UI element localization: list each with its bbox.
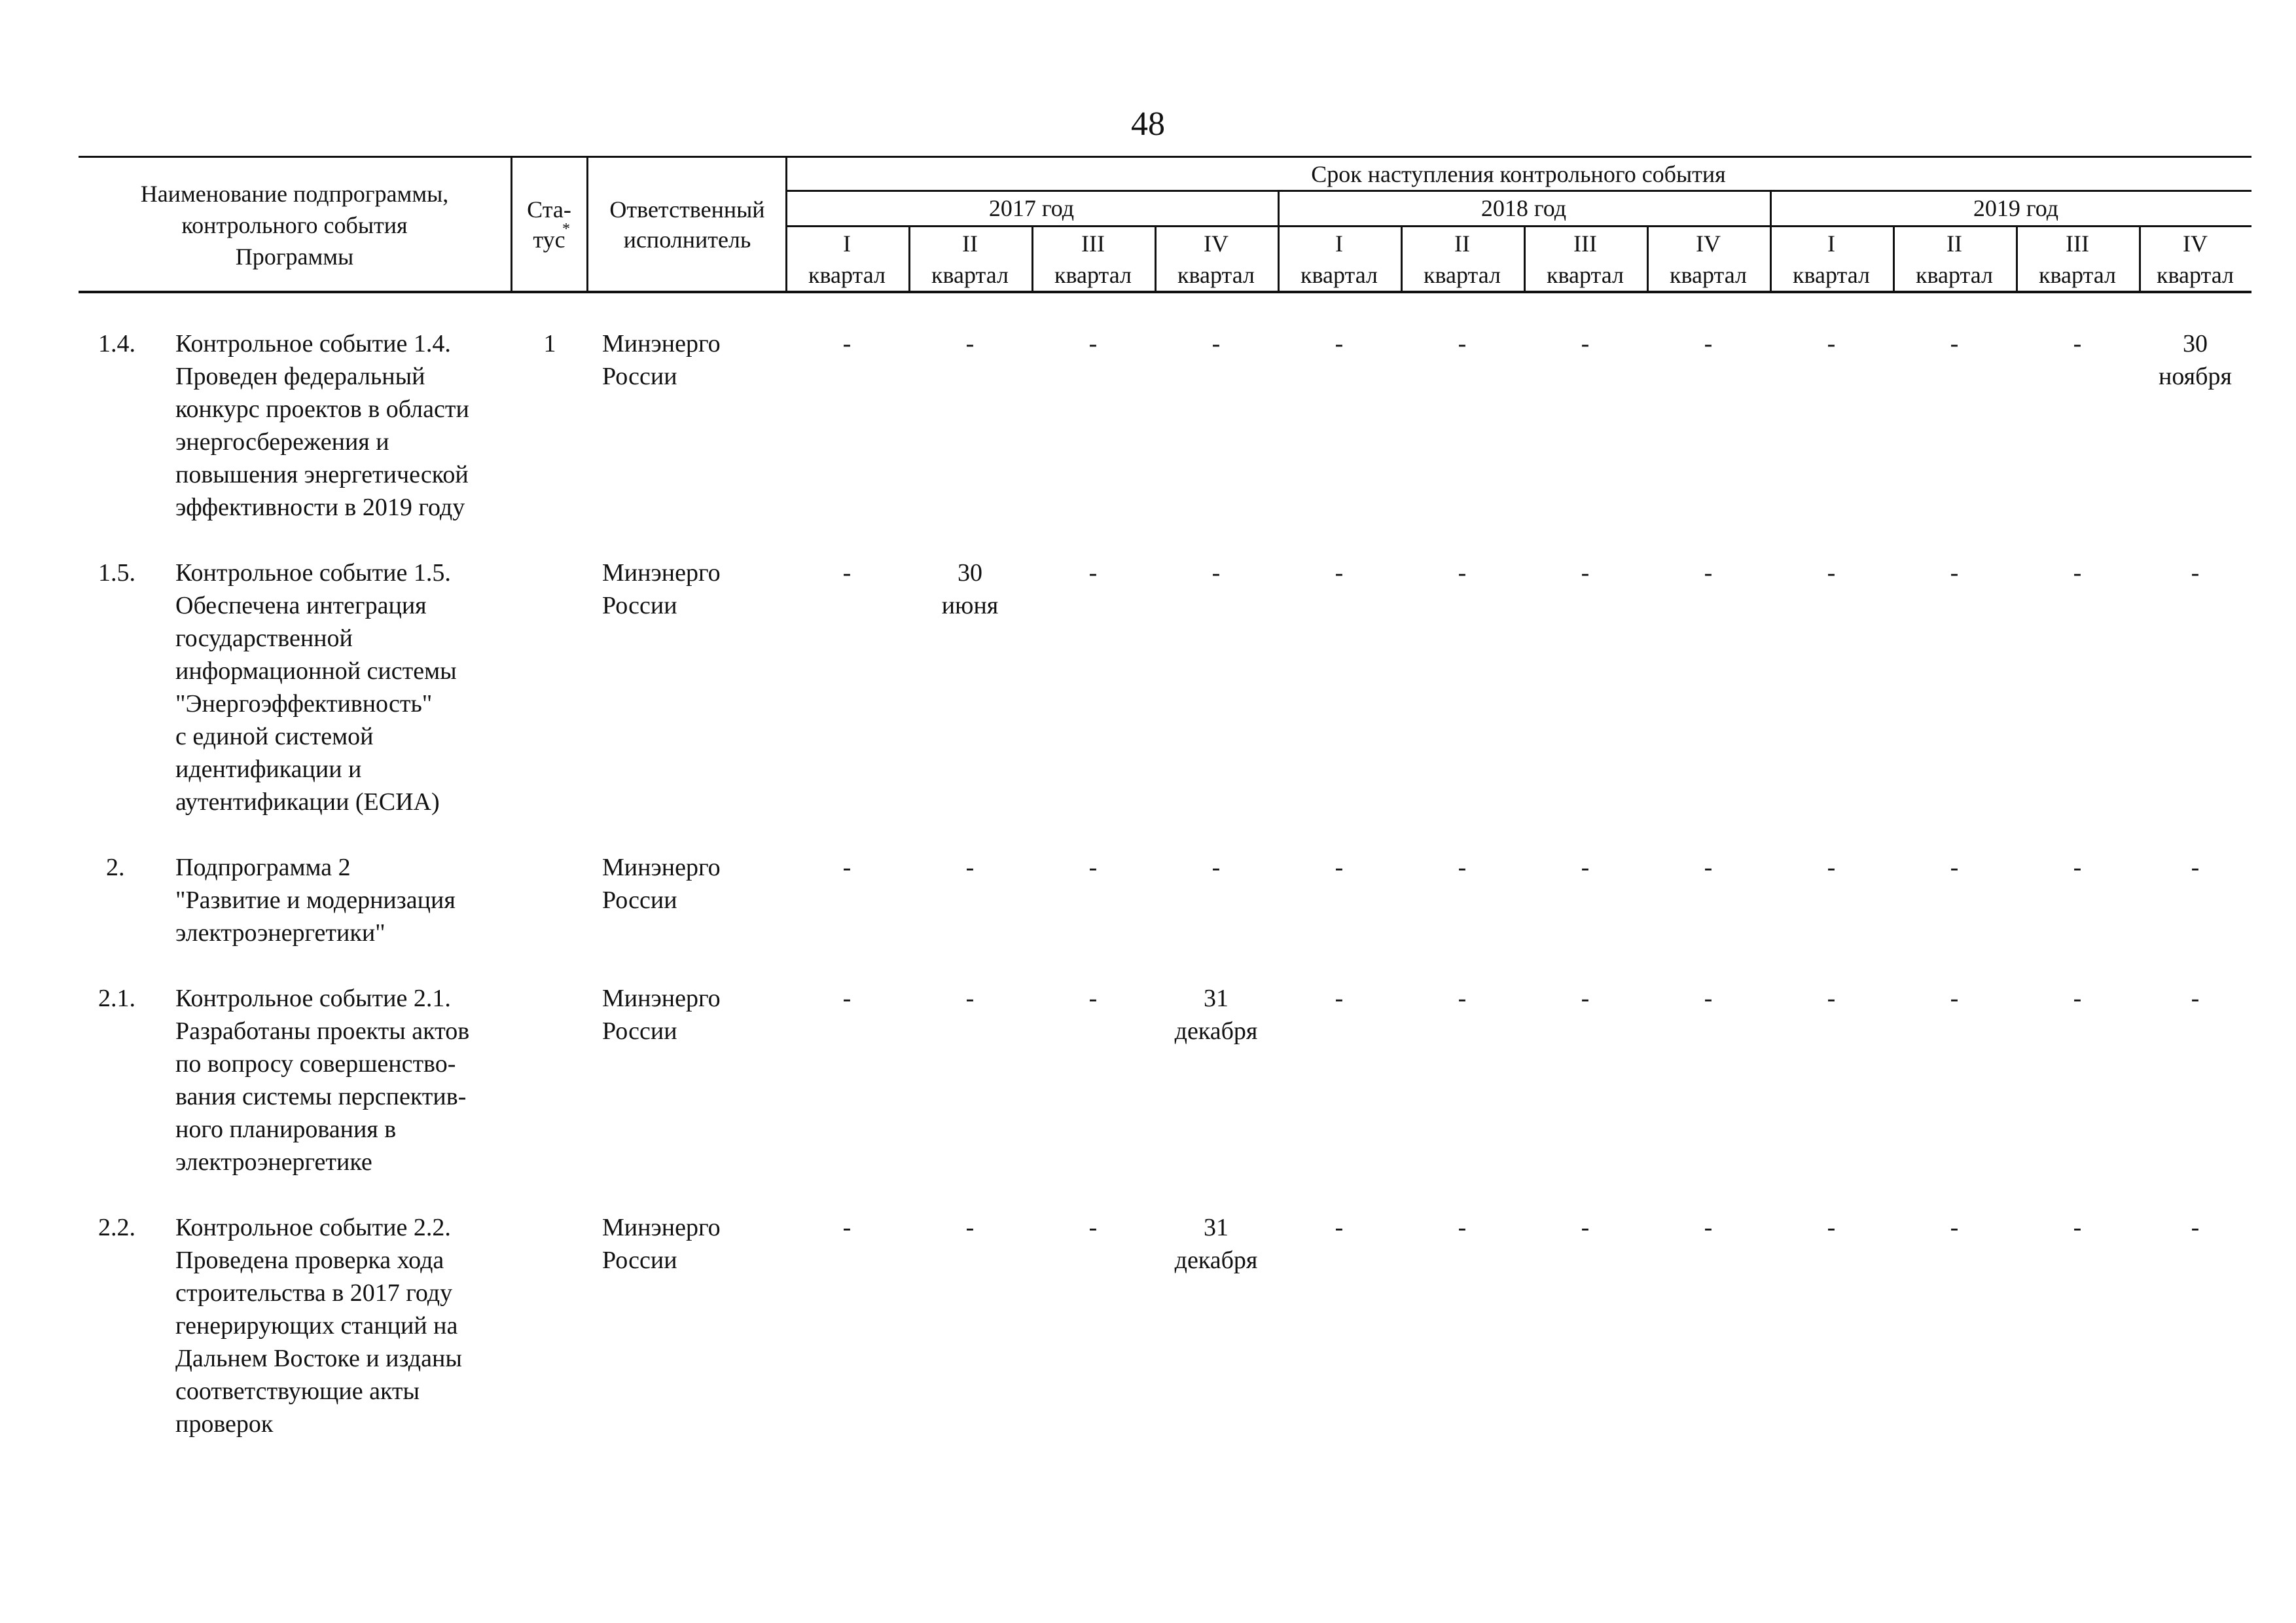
header-name-line: Наименование подпрограммы, [140,181,449,207]
quarter-cell [1031,982,1155,1015]
header-status-line: тус [533,227,565,253]
quarter-cell-line: июня [941,592,999,619]
quarter-cell-line: - [1827,559,1836,587]
row-number: 2. [106,854,125,881]
quarter-cell [1031,851,1155,884]
quarter-numeral: II [1946,230,1962,257]
quarter-cell [1278,851,1401,884]
quarter-cell [2016,327,2139,360]
deadline-title: Срок наступления контрольного события [1311,161,1726,187]
row-name-line: электроэнергетике [175,1148,372,1176]
quarter-word: квартал [1300,262,1378,288]
quarter-cell-line: - [1950,1214,1959,1241]
quarter-word: квартал [1054,262,1132,288]
quarter-word: квартал [2039,262,2116,288]
row-name [175,851,516,949]
quarter-numeral: III [2066,230,2089,257]
year-label: 2019 год [1973,195,2059,221]
quarter-cell-line: - [1211,854,1221,881]
year-rule [785,225,2251,227]
row-name-line: конкурс проектов в области [175,395,469,423]
quarter-cell-line: - [2073,1214,2082,1241]
quarter-cell-line: - [2191,559,2200,587]
quarter-cell [2016,556,2139,589]
row-name-line: Контрольное событие 2.2. [175,1214,451,1241]
row-name-line: Разработаны проекты актов [175,1017,470,1045]
quarter-cell-line: - [1088,1214,1098,1241]
quarter-numeral: I [843,230,851,257]
row-responsible [602,1211,721,1277]
quarter-word: квартал [808,262,886,288]
quarter-cell-line: - [842,854,852,881]
row-name-line: Проведена проверка хода [175,1247,444,1274]
quarter-cell [1770,556,1893,589]
quarter-numeral: II [1454,230,1470,257]
quarter-cell-line: - [965,1214,975,1241]
row-name-line: Проведен федеральный [175,363,425,390]
quarter-cell [1770,982,1893,1015]
quarter-cell [1278,556,1401,589]
quarter-cell [1401,327,1524,360]
quarter-cell [2016,1211,2139,1244]
quarter-cell [1524,1211,1647,1244]
quarter-numeral: I [1335,230,1343,257]
quarter-cell-line: - [2073,330,2082,357]
quarter-cell-line: - [1950,854,1959,881]
quarter-cell [1893,327,2016,360]
quarter-cell [1155,327,1278,360]
header-name-line: Программы [235,244,354,270]
page-number: 48 [1131,105,1165,143]
row-responsible-line: Минэнерго [602,854,721,881]
quarter-cell-line: - [1827,985,1836,1012]
quarter-cell [1401,851,1524,884]
quarter-numeral: IV [1204,230,1229,257]
quarter-cell-line: - [1581,1214,1590,1241]
quarter-cell-line: - [1088,330,1098,357]
row-responsible-line: Минэнерго [602,330,721,357]
quarter-word: квартал [2157,262,2234,288]
quarter-cell-line: декабря [1174,1017,1258,1045]
header-status-mark: * [562,221,570,238]
quarter-cell-line: - [1704,1214,1713,1241]
row-name-line: ного планирования в [175,1116,397,1143]
quarter-cell-line: - [1335,559,1344,587]
header-resp-line: Ответственный [609,196,765,223]
quarter-cell [785,851,908,884]
quarter-cell [785,982,908,1015]
quarter-cell-line: 31 [1204,985,1229,1012]
quarter-cell-line: - [1211,559,1221,587]
quarter-cell-line: - [1211,330,1221,357]
quarter-cell [1155,982,1278,1048]
row-responsible [602,556,721,622]
quarter-cell-line: - [1581,330,1590,357]
quarter-cell [2016,982,2139,1015]
quarter-word: квартал [1547,262,1624,288]
quarter-cell-line: - [965,330,975,357]
quarter-cell [908,1211,1031,1244]
row-responsible-line: Минэнерго [602,1214,721,1241]
row-responsible [602,851,721,917]
quarter-cell-line: - [1088,559,1098,587]
quarter-cell-line: - [1335,985,1344,1012]
quarter-cell [1031,327,1155,360]
quarter-cell [1278,1211,1401,1244]
quarter-cell-line: 31 [1204,1214,1229,1241]
quarter-word: квартал [931,262,1009,288]
quarter-cell-line: - [1704,854,1713,881]
quarter-cell [1155,556,1278,589]
quarter-cell-line: - [1088,854,1098,881]
quarter-word: квартал [1177,262,1255,288]
quarter-cell [2139,851,2251,884]
row-responsible-line: России [602,886,677,914]
quarter-cell [1155,1211,1278,1277]
row-name-line: повышения энергетической [175,461,469,488]
quarter-cell [1770,851,1893,884]
quarter-cell [1647,851,1770,884]
row-name-line: по вопросу совершенство- [175,1050,456,1078]
quarter-cell-line: 30 [958,559,982,587]
quarter-cell [908,982,1031,1015]
row-name-line: Дальнем Востоке и изданы [175,1345,462,1372]
quarter-cell [1401,982,1524,1015]
row-name-line: строительства в 2017 году [175,1279,453,1307]
row-name-line: с единой системой [175,723,374,750]
quarter-cell-line: декабря [1174,1247,1258,1274]
row-name-line: энергосбережения и [175,428,389,456]
quarter-numeral: III [1573,230,1597,257]
row-name-line: "Энергоэффективность" [175,690,433,718]
quarter-cell [1770,327,1893,360]
row-responsible-line: Минэнерго [602,985,721,1012]
quarter-cell-line: - [1458,1214,1467,1241]
quarter-cell [1524,327,1647,360]
row-name-line: вания системы перспектив- [175,1083,467,1110]
header-name-line: контрольного события [181,212,408,238]
row-responsible-line: России [602,1017,677,1045]
row-responsible-line: России [602,363,677,390]
quarter-numeral: IV [2183,230,2208,257]
quarter-cell-line: - [1704,330,1713,357]
quarter-cell-line: - [842,985,852,1012]
quarter-cell-line: - [2073,985,2082,1012]
row-responsible-line: России [602,592,677,619]
row-responsible-line: Минэнерго [602,559,721,587]
row-name-line: идентификации и [175,756,362,783]
quarter-cell-line: - [2191,985,2200,1012]
quarter-word: квартал [1670,262,1747,288]
quarter-cell-line: - [1704,559,1713,587]
row-name-line: Контрольное событие 1.5. [175,559,451,587]
quarter-cell [2016,851,2139,884]
quarter-cell-line: - [1581,854,1590,881]
row-name-line: соответствующие акты [175,1377,420,1405]
quarter-cell-line: - [842,330,852,357]
quarter-cell [1031,556,1155,589]
quarter-cell-line: - [842,1214,852,1241]
quarter-cell-line: - [1581,559,1590,587]
quarter-cell [1155,851,1278,884]
row-number: 2.2. [98,1214,135,1241]
row-name [175,982,516,1178]
quarter-word: квартал [1793,262,1870,288]
quarter-cell [1893,1211,2016,1244]
quarter-cell-line: ноября [2159,363,2232,390]
row-name [175,556,516,818]
quarter-cell-line: - [1950,985,1959,1012]
quarter-cell [908,327,1031,360]
quarter-cell-line: - [2191,854,2200,881]
quarter-cell-line: - [1458,559,1467,587]
row-name-line: Подпрограмма 2 [175,854,351,881]
quarter-cell-line: - [2073,559,2082,587]
quarter-numeral: III [1081,230,1105,257]
col-divider-status [586,156,588,291]
row-name [175,327,516,524]
quarter-numeral: II [962,230,978,257]
quarter-cell [1031,1211,1155,1244]
row-name-line: эффективности в 2019 году [175,494,465,521]
quarter-cell-line: - [1458,330,1467,357]
row-number: 1.4. [98,330,135,357]
row-name-line: электроэнергетики" [175,919,386,947]
quarter-cell [1401,556,1524,589]
quarter-cell-line: - [1581,985,1590,1012]
quarter-cell-line: - [965,854,975,881]
quarter-cell-line: - [1335,854,1344,881]
row-name-line: "Развитие и модернизация [175,886,456,914]
quarter-cell [1278,327,1401,360]
quarter-cell [1524,982,1647,1015]
quarter-cell [785,556,908,589]
row-responsible [602,982,721,1048]
row-name-line: Контрольное событие 1.4. [175,330,451,357]
quarter-cell [2139,982,2251,1015]
quarter-cell [1893,556,2016,589]
quarter-word: квартал [1424,262,1501,288]
quarter-cell [2139,556,2251,589]
quarter-cell-line: - [842,559,852,587]
row-name [175,1211,516,1440]
quarter-cell [785,1211,908,1244]
quarter-cell [1647,982,1770,1015]
quarter-cell-line: - [1950,559,1959,587]
quarter-cell-line: - [2073,854,2082,881]
year-label: 2018 год [1480,195,1567,221]
table-header [79,151,2251,295]
quarter-numeral: IV [1696,230,1721,257]
quarter-cell [1524,556,1647,589]
quarter-cell [2139,1211,2251,1244]
year-label: 2017 год [988,195,1075,221]
row-number: 1.5. [98,559,135,587]
quarter-numeral: I [1827,230,1835,257]
row-name-line: информационной системы [175,657,457,685]
row-responsible-line: России [602,1247,677,1274]
quarter-cell [1770,1211,1893,1244]
quarter-cell-line: - [1335,330,1344,357]
quarter-cell [1524,851,1647,884]
quarter-cell [1647,1211,1770,1244]
quarter-cell-line: - [2191,1214,2200,1241]
quarter-cell-line: - [1827,854,1836,881]
quarter-cell [2139,327,2251,393]
quarter-cell-line: - [1335,1214,1344,1241]
row-name-line: аутентификации (ЕСИА) [175,788,440,816]
row-status: 1 [543,330,556,357]
quarter-cell [1401,1211,1524,1244]
header-status-line: Ста- [527,196,571,223]
quarter-cell [1893,982,2016,1015]
quarter-cell-line: - [1458,854,1467,881]
header-top-rule [79,156,2251,158]
quarter-cell [908,851,1031,884]
deadline-rule [785,190,2251,192]
quarter-cell-line: - [1458,985,1467,1012]
row-number: 2.1. [98,985,135,1012]
quarter-cell-line: - [1088,985,1098,1012]
quarter-cell-line: - [1827,330,1836,357]
quarter-word: квартал [1916,262,1993,288]
quarter-cell-line: 30 [2183,330,2208,357]
row-name-line: Обеспечена интеграция [175,592,427,619]
header-resp-line: исполнитель [623,227,751,253]
quarter-cell [1647,556,1770,589]
row-name-line: генерирующих станций на [175,1312,458,1340]
quarter-cell [1278,982,1401,1015]
quarter-cell-line: - [1704,985,1713,1012]
row-name-line: проверок [175,1410,274,1438]
quarter-cell [908,556,1031,622]
quarter-cell [1647,327,1770,360]
quarter-cell-line: - [965,985,975,1012]
quarter-cell-line: - [1950,330,1959,357]
quarter-cell [1893,851,2016,884]
quarter-cell [785,327,908,360]
row-name-line: Контрольное событие 2.1. [175,985,451,1012]
row-responsible [602,327,721,393]
row-name-line: государственной [175,625,353,652]
header-bottom-rule [79,291,2251,293]
quarter-cell-line: - [1827,1214,1836,1241]
